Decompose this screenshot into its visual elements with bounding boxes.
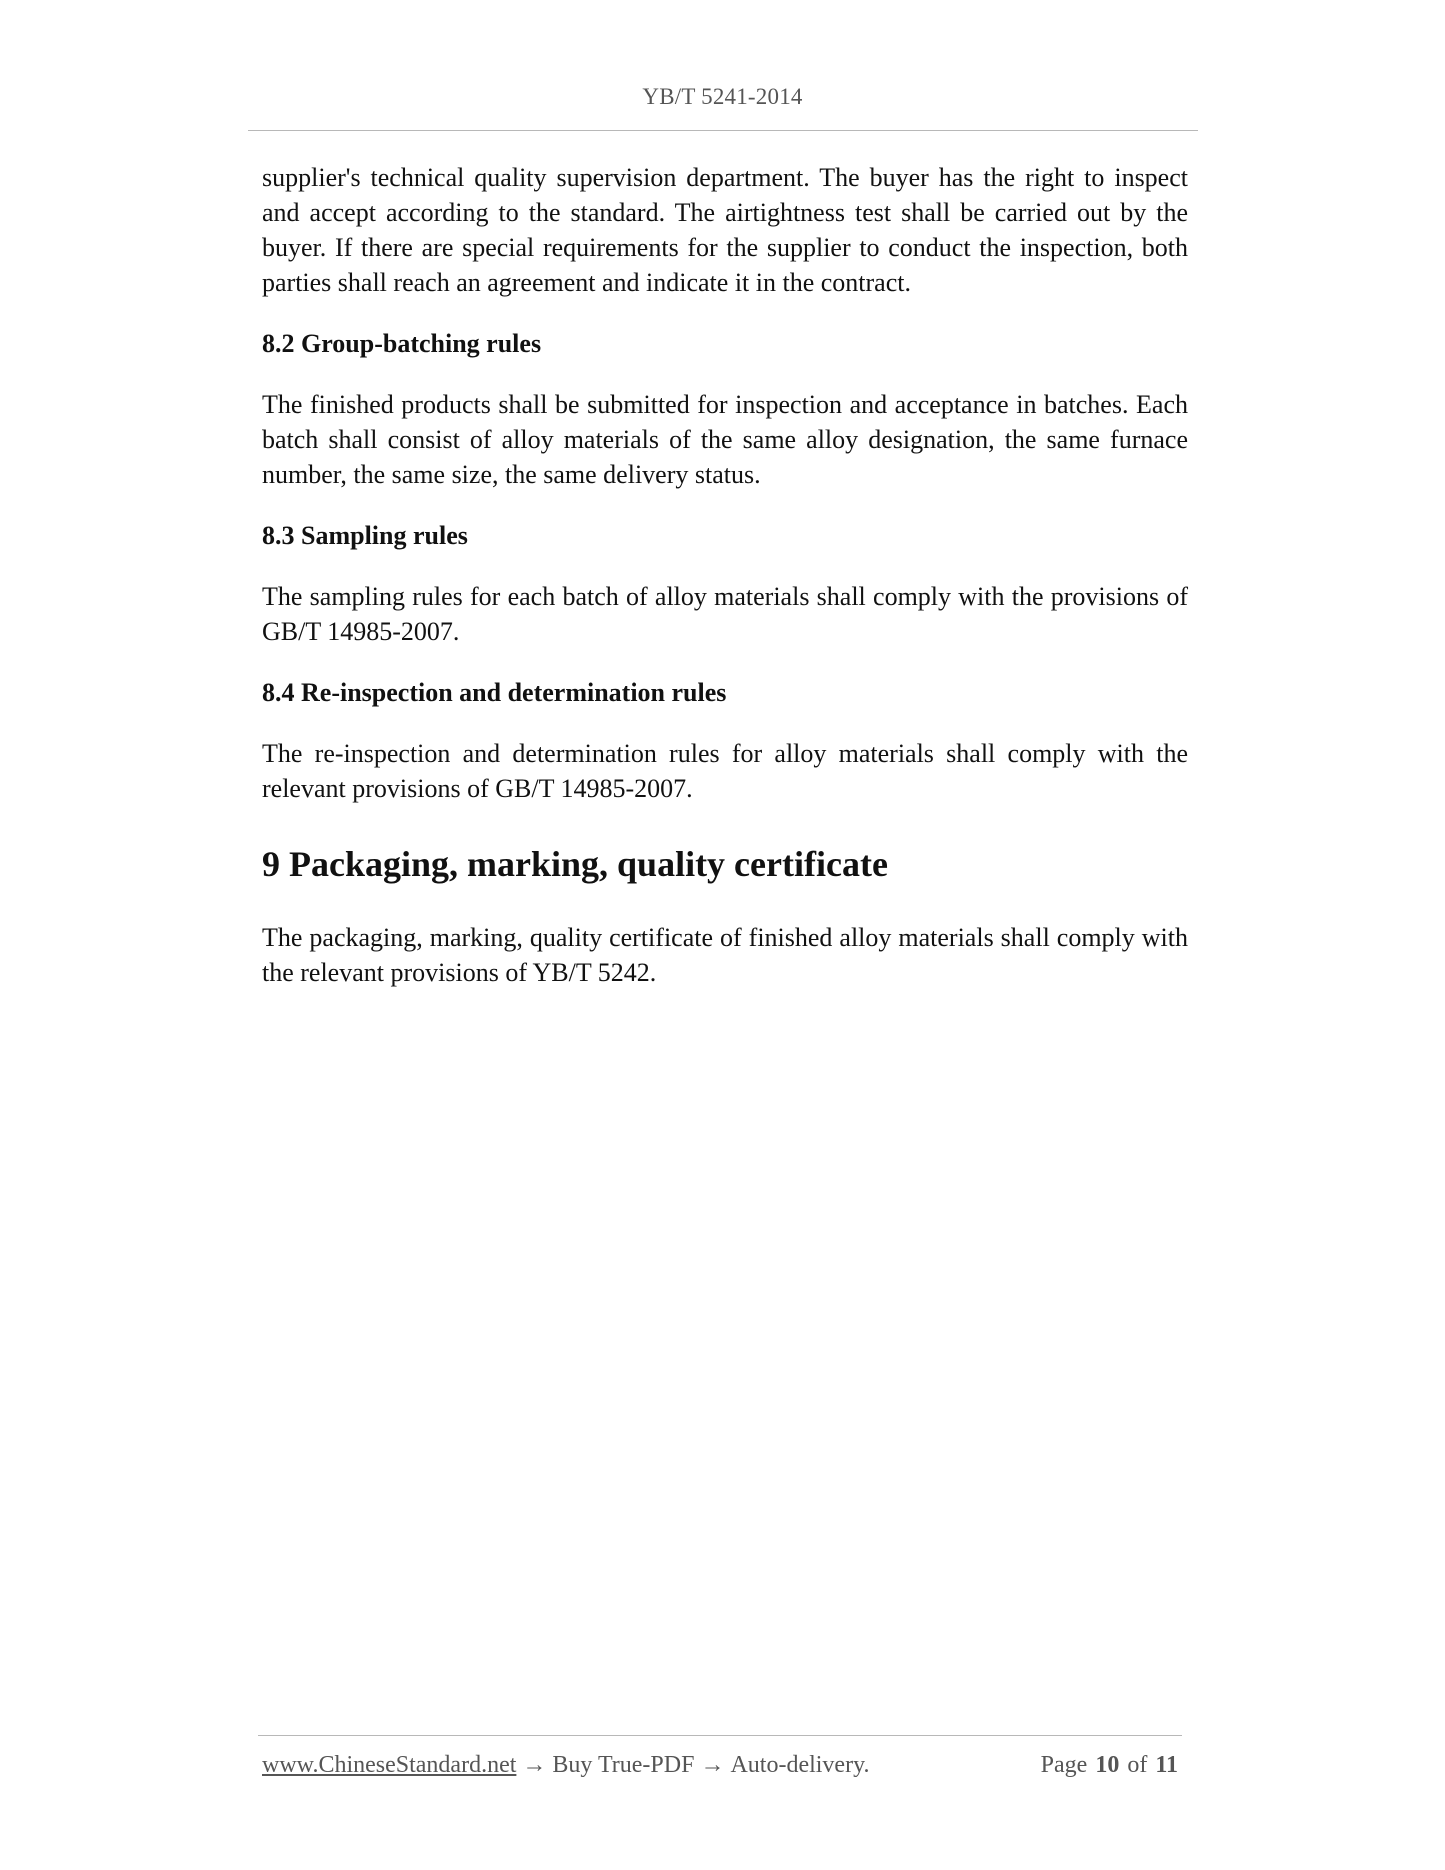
page-header: YB/T 5241-2014 — [642, 84, 803, 109]
footer-divider — [258, 1735, 1182, 1736]
of-label: of — [1127, 1752, 1148, 1778]
arrow-right-icon: → — [700, 1752, 725, 1778]
intro-paragraph: supplier's technical quality supervision department. The buyer has the right to inspect and accept according to the standard. The airtightness test shall be carried out by the buyer. If there are special requirements for the supplier to conduct the inspection, both parties shall reach an agreement and indicate it in the contract. — [262, 163, 1188, 297]
section-8-3-body: The sampling rules for each batch of alloy materials shall comply with the provisions of GB/T 14985-2007. — [262, 582, 1188, 646]
website-link[interactable]: www.ChineseStandard.net — [262, 1752, 517, 1778]
section-9-body: The packaging, marking, quality certificate of finished alloy materials shall comply with the relevant provisions of YB/T 5242. — [262, 923, 1188, 987]
section-8-4-body: The re-inspection and determination rules for alloy materials shall comply with the relevant provisions of GB/T 14985-2007. — [262, 739, 1188, 803]
document-body — [262, 160, 1188, 990]
footer-promo — [262, 1752, 870, 1779]
section-8-2-body: The finished products shall be submitted for inspection and acceptance in batches. Each batch shall consist of alloy materials of the same alloy designation, the same furnace number, the same size, the same delivery status. — [262, 390, 1188, 489]
arrow-right-icon: → — [522, 1752, 547, 1778]
buy-pdf-text: Buy True-PDF — [552, 1752, 695, 1778]
section-8-3-heading: 8.3 Sampling rules — [262, 521, 468, 550]
total-pages: 11 — [1155, 1752, 1178, 1778]
current-page: 10 — [1095, 1752, 1120, 1778]
section-9-heading: 9 Packaging, marking, quality certificate — [262, 844, 888, 884]
header-divider — [248, 130, 1198, 131]
section-8-4-heading: 8.4 Re-inspection and determination rules — [262, 678, 727, 707]
auto-delivery-text: Auto-delivery. — [730, 1752, 870, 1778]
section-8-2-heading: 8.2 Group-batching rules — [262, 329, 542, 358]
page-number — [1041, 1752, 1178, 1779]
page-label: Page — [1040, 1752, 1088, 1778]
